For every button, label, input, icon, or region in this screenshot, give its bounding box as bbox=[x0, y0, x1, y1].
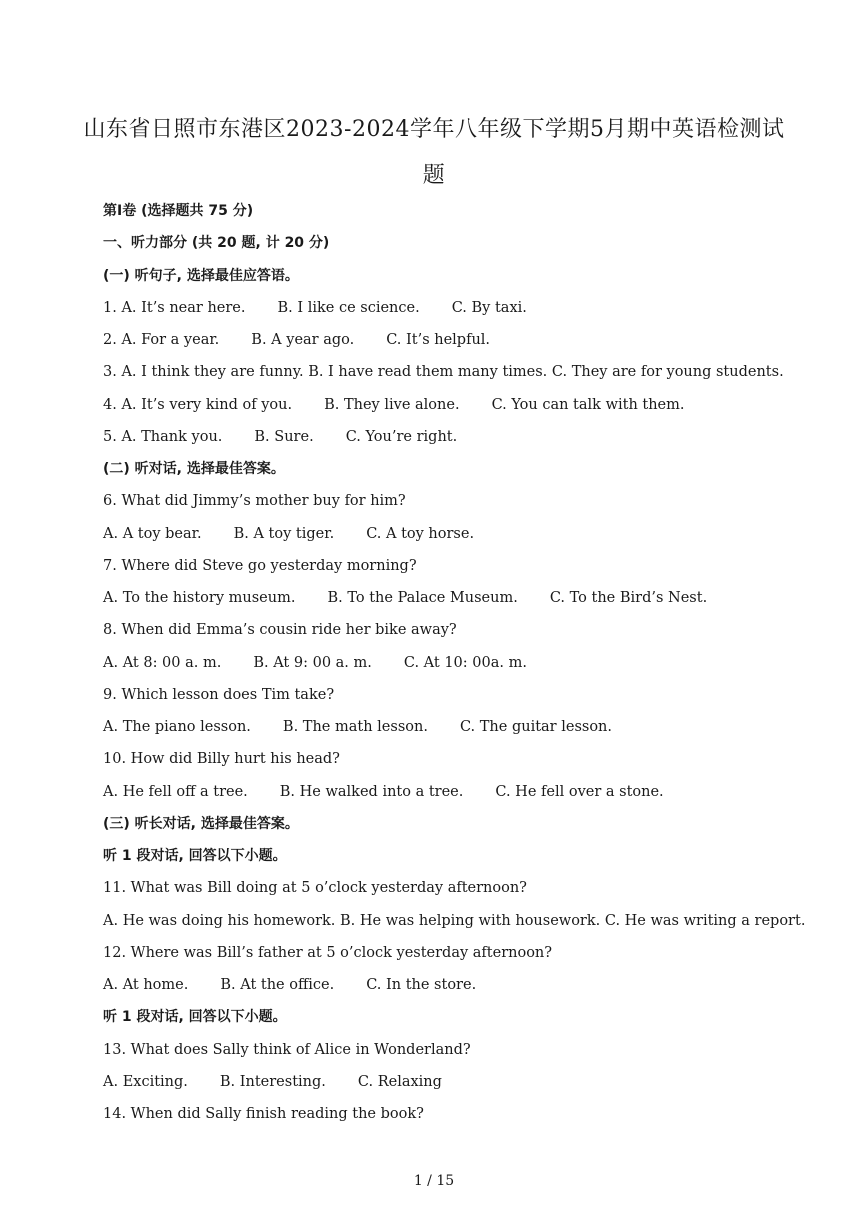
option-text: C. A toy horse. bbox=[366, 525, 475, 542]
document-title-line-1: 山东省日照市东港区2023-2024学年八年级下学期5月期中英语检测试 bbox=[83, 117, 785, 142]
option-text: C. It’s helpful. bbox=[386, 332, 491, 348]
document-title-line-2: 题 bbox=[422, 163, 446, 188]
text-line: 3. A. I think they are funny. B. I have read them many times. C. They are for young students. bbox=[103, 364, 784, 381]
option-text: C. The guitar lesson. bbox=[459, 719, 612, 735]
option-text: B. A toy tiger. bbox=[233, 525, 335, 542]
option-text: B. At 9: 00 a. m. bbox=[253, 654, 372, 671]
option-text: B. At the office. bbox=[220, 977, 335, 993]
text-line: 7. Where did Steve go yesterday morning? bbox=[103, 557, 417, 574]
option-text: C. In the store. bbox=[366, 977, 477, 993]
option-text: B. The math lesson. bbox=[282, 719, 428, 735]
option-text: C. By taxi. bbox=[451, 299, 527, 316]
options-row bbox=[103, 1072, 442, 1092]
option-text: 4. A. It’s very kind of you. bbox=[103, 396, 293, 413]
option-text: A. At 8: 00 a. m. bbox=[103, 654, 222, 671]
option-text: A. At home. bbox=[103, 977, 189, 993]
option-text: B. He walked into a tree. bbox=[279, 783, 464, 800]
option-text: B. A year ago. bbox=[251, 332, 355, 348]
section-heading: 听 1 段对话, 回答以下小题。 bbox=[103, 848, 287, 864]
text-line: 12. Where was Bill’s father at 5 o’clock yesterday afternoon? bbox=[103, 944, 553, 961]
section-heading: 听 1 段对话, 回答以下小题。 bbox=[103, 1009, 287, 1026]
section-heading: (二) 听对话, 选择最佳答案。 bbox=[103, 461, 285, 477]
text-line: 11. What was Bill doing at 5 o’clock yesterday afternoon? bbox=[103, 880, 527, 897]
options-row bbox=[103, 717, 612, 737]
option-text: B. To the Palace Museum. bbox=[327, 590, 518, 606]
options-row bbox=[103, 427, 457, 447]
text-line: 13. What does Sally think of Alice in Wonderland? bbox=[103, 1041, 471, 1058]
option-text: B. Interesting. bbox=[219, 1073, 326, 1090]
page-number: 1 / 15 bbox=[413, 1173, 455, 1189]
text-line: 14. When did Sally finish reading the book? bbox=[103, 1106, 424, 1122]
options-row bbox=[103, 975, 476, 995]
option-text: C. To the Bird’s Nest. bbox=[549, 590, 708, 606]
option-text: 1. A. It’s near here. bbox=[103, 299, 246, 316]
options-row bbox=[103, 524, 474, 544]
option-text: 5. A. Thank you. bbox=[103, 428, 223, 445]
text-line: 9. Which lesson does Tim take? bbox=[103, 686, 335, 703]
section-heading: (一) 听句子, 选择最佳应答语。 bbox=[103, 267, 299, 284]
text-line: 6. What did Jimmy’s mother buy for him? bbox=[103, 493, 406, 510]
options-row bbox=[103, 298, 527, 318]
option-text: C. He fell over a stone. bbox=[495, 783, 664, 800]
option-text: C. Relaxing bbox=[357, 1073, 442, 1090]
text-line: 10. How did Billy hurt his head? bbox=[103, 751, 340, 768]
options-row bbox=[103, 653, 527, 673]
option-text: C. You’re right. bbox=[345, 428, 458, 445]
option-text: C. You can talk with them. bbox=[491, 396, 685, 413]
option-text: A. He fell off a tree. bbox=[103, 783, 248, 800]
options-row bbox=[103, 395, 685, 415]
section-heading: 第Ⅰ卷 (选择题共 75 分) bbox=[103, 203, 254, 219]
option-text: A. The piano lesson. bbox=[103, 719, 251, 735]
option-text: B. I like ce science. bbox=[277, 299, 420, 316]
option-text: A. A toy bear. bbox=[103, 525, 202, 542]
text-line: 8. When did Emma’s cousin ride her bike away? bbox=[103, 622, 457, 639]
options-row bbox=[103, 782, 664, 802]
section-heading: 一、听力部分 (共 20 题, 计 20 分) bbox=[103, 235, 330, 252]
options-row bbox=[103, 330, 490, 350]
option-text: A. To the history museum. bbox=[103, 590, 296, 606]
section-heading: (三) 听长对话, 选择最佳答案。 bbox=[103, 815, 299, 832]
option-text: B. Sure. bbox=[254, 428, 314, 445]
text-line: A. He was doing his homework. B. He was helping with housework. C. He was writing a report. bbox=[103, 912, 806, 929]
option-text: 2. A. For a year. bbox=[103, 332, 220, 348]
option-text: B. They live alone. bbox=[324, 396, 460, 413]
option-text: A. Exciting. bbox=[103, 1073, 188, 1090]
option-text: C. At 10: 00a. m. bbox=[403, 654, 527, 671]
options-row bbox=[103, 588, 707, 608]
